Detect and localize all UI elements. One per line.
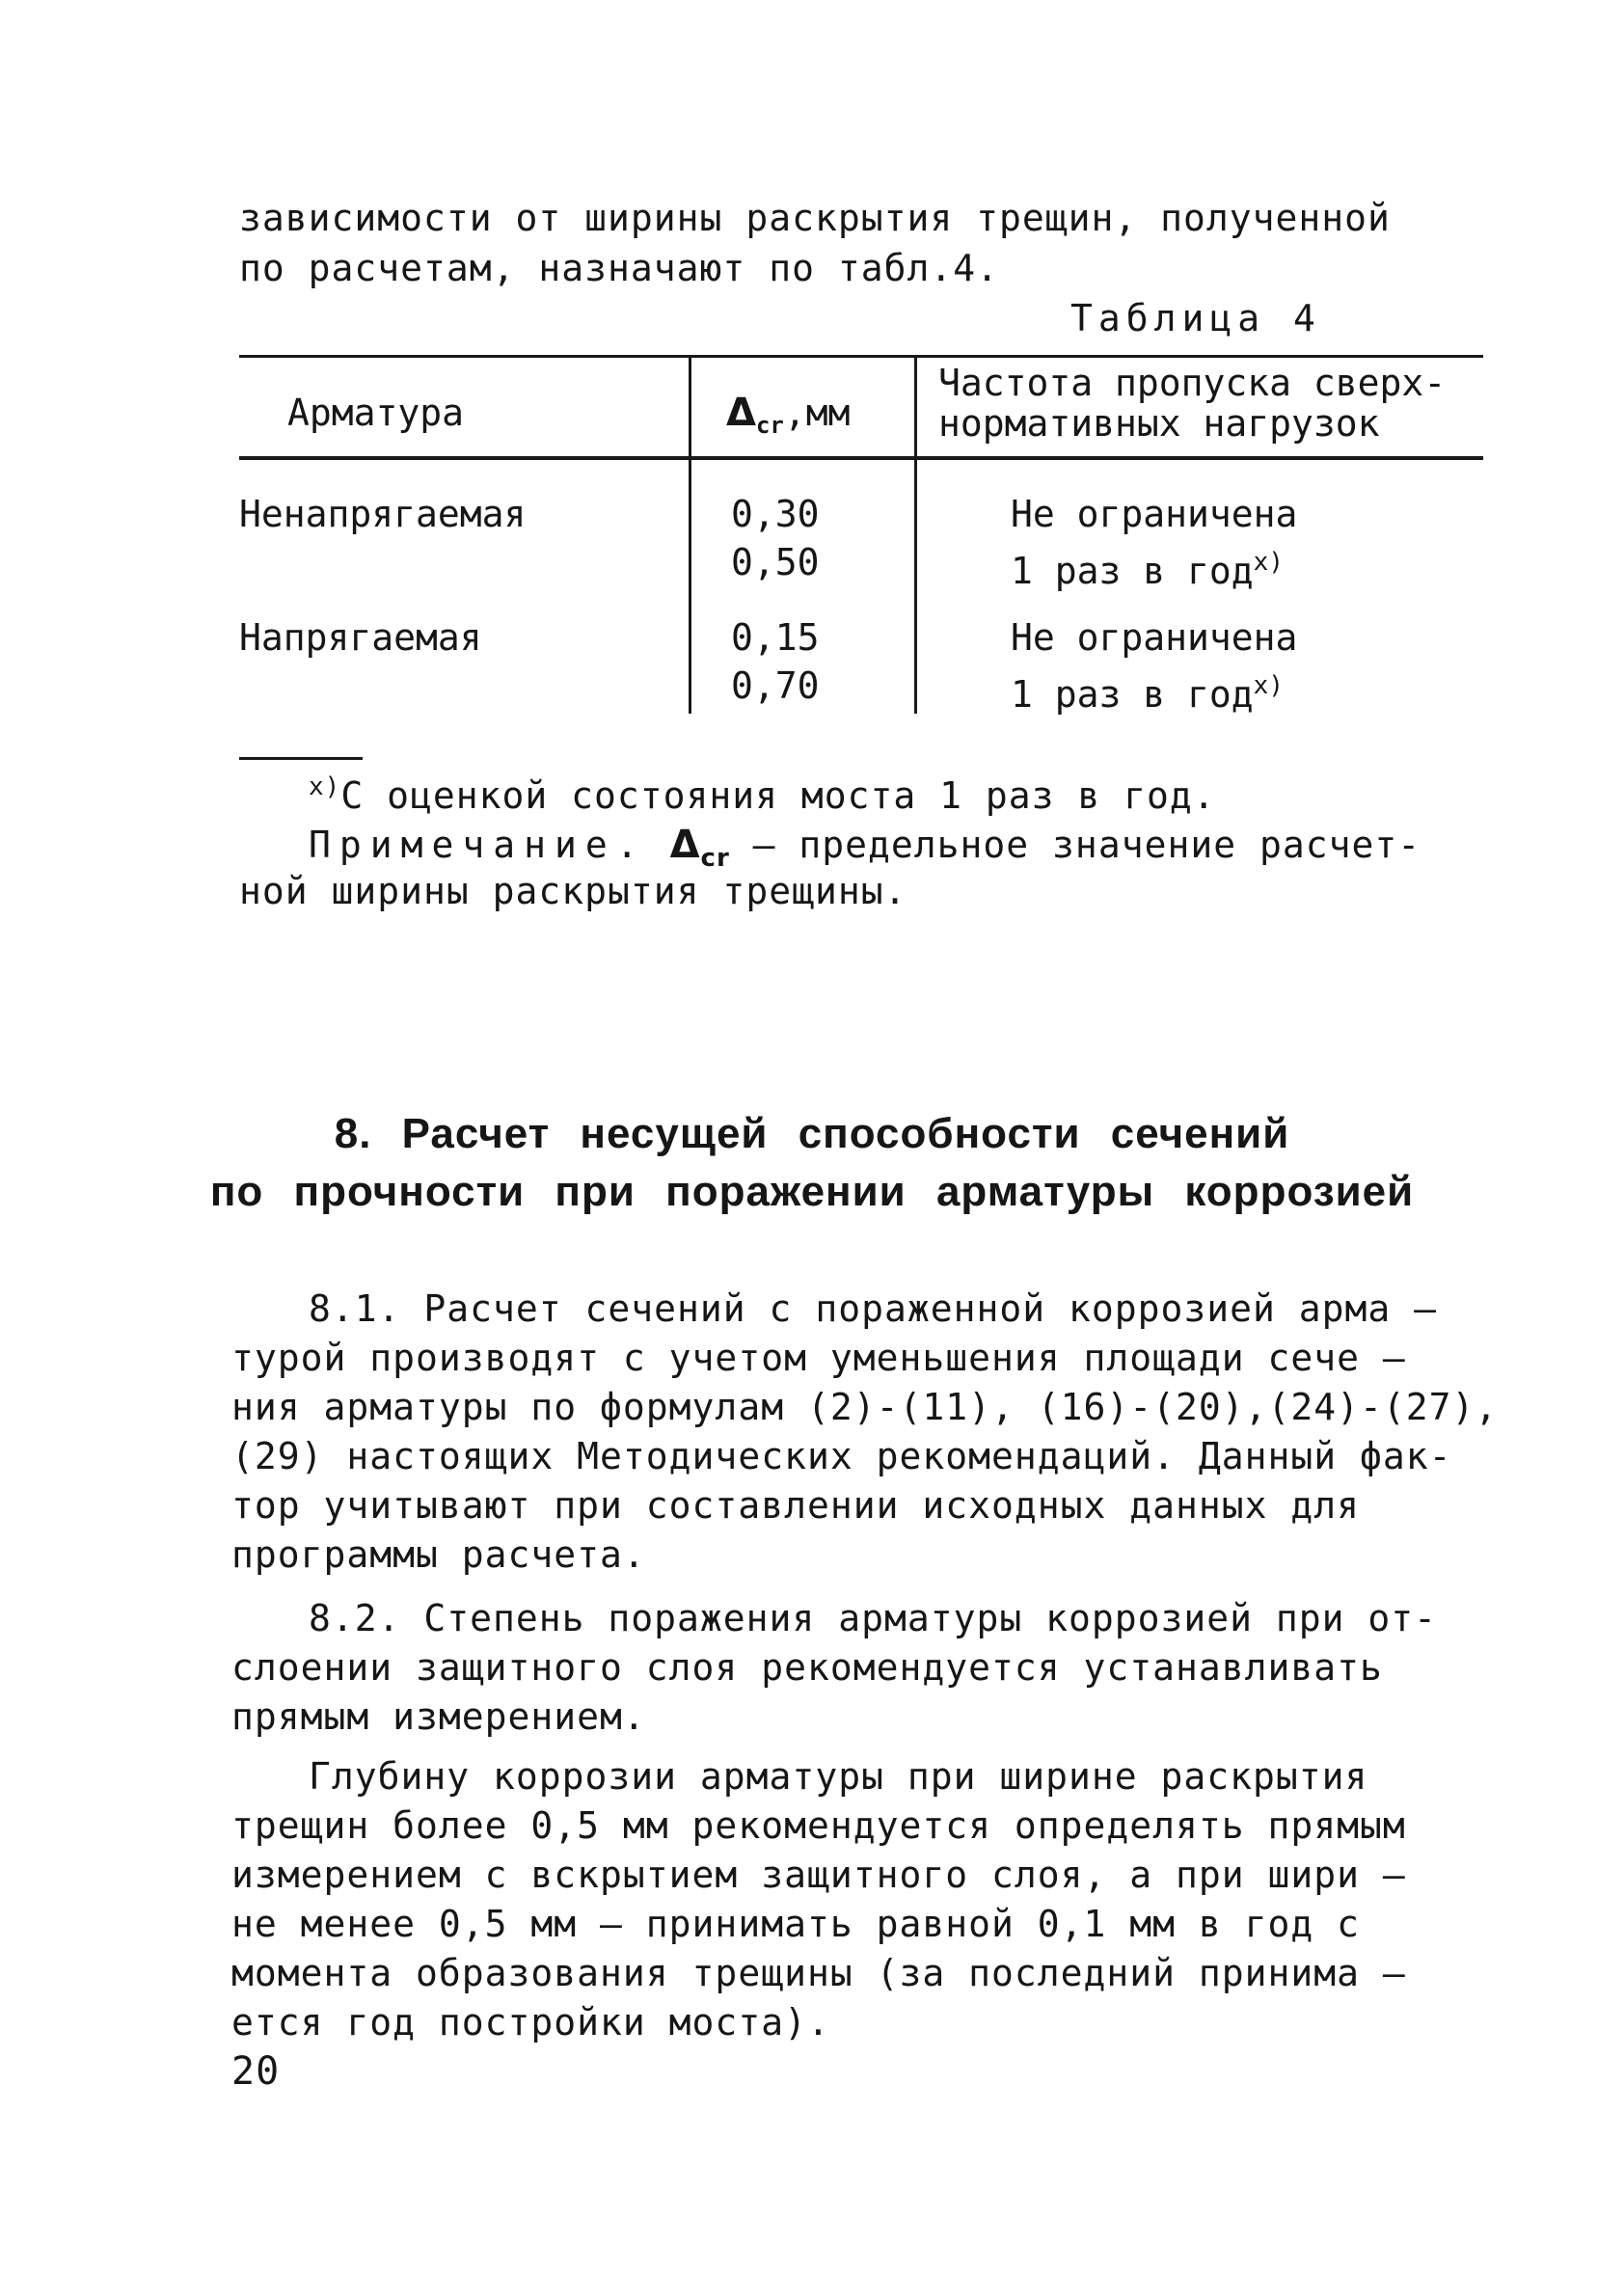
row-2-rebar: Напрягаемая [239,616,482,659]
paragraph-depth-line: не менее 0,5 мм – принимать равной 0,1 мм в год с [231,1903,1361,1945]
intro-line-1: зависимости от ширины раскрытия трещин, полученной [239,197,1391,239]
table-header-rule [239,456,1483,460]
note-delta-subscript: cr [700,844,730,873]
row-2-freq-2 [1011,662,1284,718]
note-label: Примечание. [309,824,647,866]
row-1-value-2: 0,50 [731,541,820,583]
row-1-freq-2-text: 1 раз в год [1011,550,1254,592]
note-text-1: – предельное значение расчет- [729,824,1421,866]
paragraph-depth-line: момента образования трещины (за последний принима – [231,1952,1406,1994]
footnote-text: С оценкой состояния моста 1 раз в год. [340,774,1216,817]
paragraph-8-1-line: 8.1. Расчет сечений с пораженной коррозией арма – [309,1287,1438,1330]
row-1-freq-2 [1011,538,1284,595]
section-title-line-2: по прочности при поражении арматуры коррозией [209,1168,1415,1215]
row-2-value-1: 0,15 [731,616,820,659]
paragraph-depth-line: трещин более 0,5 мм рекомендуется определять прямым [231,1804,1406,1847]
paragraph-8-1-line: турой производят с учетом уменьшения площади сече – [231,1337,1406,1379]
paragraph-8-1-line: (29) настоящих Методических рекомендаций. Данный фак- [231,1435,1452,1477]
paragraph-depth-line: Глубину коррозии арматуры при ширине раскрытия [309,1755,1368,1798]
header-frequency-line-2: нормативных нагрузок [938,402,1380,445]
footnote-marker: х) [1253,671,1284,700]
footnote [309,762,1216,821]
note-delta-symbol [669,823,730,873]
note-delta-char: Δ [669,823,701,867]
header-crack-width [726,389,851,449]
paragraph-8-1-line: ния арматуры по формулам (2)-(11), (16)-(20),(24)-(27), [231,1386,1499,1428]
header-frequency [938,363,1446,444]
table-caption: Таблица 4 [1070,297,1321,339]
crack-unit: ,мм [783,392,851,434]
paragraph-8-2-line: слоении защитного слоя рекомендуется устанавливать [231,1646,1383,1689]
table-column-divider-2 [914,355,917,714]
footnote-rule [239,757,363,760]
delta-subscript: cr [755,412,784,439]
footnote-marker: х) [309,772,341,801]
paragraph-depth-line: измерением с вскрытием защитного слоя, а при шири – [231,1854,1406,1896]
delta-symbol: Δ [726,391,756,435]
row-1-value-1: 0,30 [731,493,820,535]
table-4 [239,355,1483,714]
intro-line-2: по расчетам, назначают по табл.4. [239,247,999,289]
header-frequency-line-1: Частота пропуска сверх- [938,362,1447,404]
header-rebar: Арматура [287,392,465,434]
page-number: 20 [231,2049,281,2094]
footnote-marker: х) [1253,548,1284,577]
table-top-rule [239,355,1483,358]
row-1-freq-1: Не ограничена [1011,493,1298,535]
note-line-2: ной ширины раскрытия трещины. [239,870,907,912]
paragraph-8-2-line: прямым измерением. [231,1695,646,1738]
paragraph-depth-line: ется год постройки моста). [231,2001,830,2044]
row-1-rebar: Ненапрягаемая [239,493,527,535]
paragraph-8-2-line: 8.2. Степень поражения арматуры коррозией при от- [309,1597,1438,1639]
row-2-freq-2-text: 1 раз в год [1011,673,1254,716]
row-2-value-2: 0,70 [731,664,820,707]
paragraph-8-1-line: тор учитывают при составлении исходных данных для [231,1484,1361,1527]
paragraph-8-1-line: программы расчета. [231,1533,646,1576]
row-2-freq-1: Не ограничена [1011,616,1298,659]
section-title-line-1: 8. Расчет несущей способности сечений [334,1110,1290,1157]
table-column-divider-1 [689,355,691,714]
